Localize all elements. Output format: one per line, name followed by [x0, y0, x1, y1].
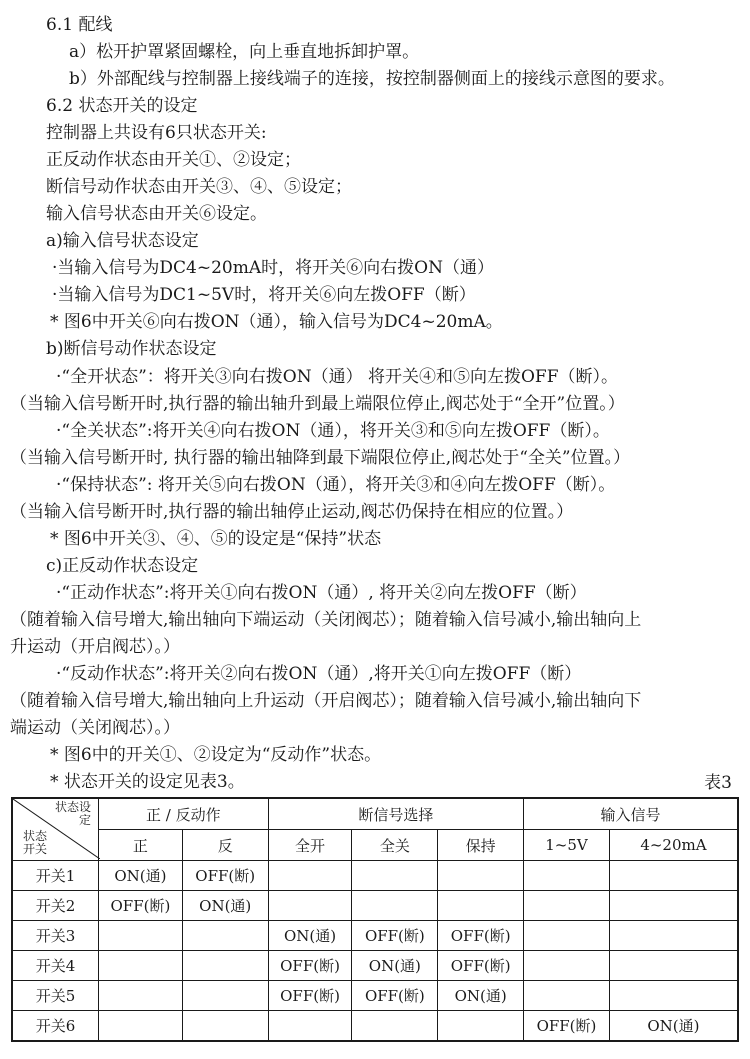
note-line: * 图6中的开关①、②设定为“反动作”状态。	[50, 745, 382, 765]
table-cell	[98, 951, 182, 981]
table-cell	[98, 921, 182, 951]
table-cell	[524, 981, 610, 1011]
table-cell: ON(通)	[268, 921, 352, 951]
group-header: 正 / 反动作	[98, 798, 268, 830]
paragraph-line: 端运动（关闭阀芯）。）	[10, 718, 180, 738]
table-caption: 表3	[704, 773, 732, 793]
table-cell: OFF(断)	[352, 921, 438, 951]
subheader-cell: 保持	[438, 830, 524, 861]
table-cell: ON(通)	[438, 981, 524, 1011]
table-cell	[352, 891, 438, 921]
switch-settings-table	[11, 797, 739, 1042]
subheader-cell: 反	[182, 830, 268, 861]
paragraph-line: a）松开护罩紧固螺栓，向上垂直地拆卸护罩。	[69, 42, 420, 62]
table-cell	[609, 921, 738, 951]
table-corner-cell	[12, 798, 98, 861]
paragraph-line: （随着输入信号增大,输出轴向下端运动（关闭阀芯）；随着输入信号减小,输出轴向上	[10, 610, 642, 630]
table-cell	[438, 861, 524, 891]
table-row	[12, 981, 738, 1011]
table-row	[12, 861, 738, 891]
table-cell: OFF(断)	[268, 981, 352, 1011]
row-label: 开关1	[12, 861, 98, 891]
paragraph-line: b）外部配线与控制器上接线端子的连接，按控制器侧面上的接线示意图的要求。	[69, 69, 675, 89]
table-cell	[524, 861, 610, 891]
table-cell	[182, 981, 268, 1011]
table-subheader-row	[12, 830, 738, 861]
section-heading-6-1: 6.1 配线	[46, 15, 113, 35]
table-cell: OFF(断)	[182, 861, 268, 891]
table-cell	[352, 861, 438, 891]
bullet-line: ·“全关状态”:将开关④向右拨ON（通），将开关③和⑤向左拨OFF（断）。	[56, 421, 610, 441]
row-label: 开关4	[12, 951, 98, 981]
table-row	[12, 1011, 738, 1042]
table-cell	[182, 951, 268, 981]
subheader-cell: 1~5V	[524, 830, 610, 861]
table-cell: ON(通)	[98, 861, 182, 891]
table-cell: OFF(断)	[98, 891, 182, 921]
paragraph-line: 正反动作状态由开关①、②设定；	[46, 150, 301, 170]
paragraph-line: 升运动（开启阀芯）。）	[10, 637, 180, 657]
paragraph-line: （当输入信号断开时,执行器的输出轴停止运动,阀芯仍保持在相应的位置。）	[10, 502, 574, 522]
bullet-line: ·“保持状态”: 将开关⑤向右拨ON（通），将开关③和④向左拨OFF（断）。	[56, 475, 616, 495]
note-line: * 图6中开关③、④、⑤的设定是“保持”状态	[50, 529, 382, 549]
table-cell: OFF(断)	[352, 981, 438, 1011]
note-line: * 图6中开关⑥向右拨ON（通），输入信号为DC4~20mA。	[50, 312, 503, 332]
row-label: 开关6	[12, 1011, 98, 1042]
paragraph-line: 控制器上共设有6只状态开关:	[46, 123, 267, 143]
bullet-line: ·“正动作状态”:将开关①向右拨ON（通）, 将开关②向左拨OFF（断）	[56, 583, 587, 603]
subsection-heading-a: a)输入信号状态设定	[46, 231, 199, 251]
group-header: 断信号选择	[268, 798, 523, 830]
table-cell	[182, 921, 268, 951]
bullet-line: ·当输入信号为DC4~20mA时，将开关⑥向右拨ON（通）	[52, 258, 494, 278]
table-row	[12, 891, 738, 921]
bullet-line: ·“反动作状态”:将开关②向右拨ON（通）,将开关①向左拨OFF（断）	[56, 664, 582, 684]
table-row	[12, 951, 738, 981]
table-cell: OFF(断)	[524, 1011, 610, 1042]
table-cell	[609, 951, 738, 981]
table-cell	[352, 1011, 438, 1042]
table-cell: OFF(断)	[438, 921, 524, 951]
table-cell	[438, 1011, 524, 1042]
table-cell	[268, 1011, 352, 1042]
bullet-line: ·当输入信号为DC1~5V时，将开关⑥向左拨OFF（断）	[52, 285, 476, 305]
paragraph-line: （当输入信号断开时,执行器的输出轴升到最上端限位停止,阀芯处于“全开”位置。）	[10, 394, 625, 414]
section-heading-6-2: 6.2 状态开关的设定	[46, 96, 198, 116]
paragraph-line: 断信号动作状态由开关③、④、⑤设定；	[46, 177, 352, 197]
table-cell	[98, 981, 182, 1011]
row-label: 开关5	[12, 981, 98, 1011]
table-header-row	[12, 798, 738, 830]
table-cell	[438, 891, 524, 921]
table-cell	[524, 951, 610, 981]
subheader-cell: 正	[98, 830, 182, 861]
table-cell	[524, 921, 610, 951]
bullet-line: ·“全开状态”：将开关③向右拨ON（通） 将开关④和⑤向左拨OFF（断）。	[56, 367, 619, 387]
table-cell	[268, 891, 352, 921]
paragraph-line: （当输入信号断开时, 执行器的输出轴降到最下端限位停止,阀芯处于“全关”位置。）	[10, 448, 631, 468]
table-cell	[268, 861, 352, 891]
paragraph-line: 输入信号状态由开关⑥设定。	[46, 204, 267, 224]
table-cell: OFF(断)	[438, 951, 524, 981]
table-cell	[182, 1011, 268, 1042]
table-row	[12, 921, 738, 951]
table-cell: ON(通)	[182, 891, 268, 921]
group-header: 输入信号	[524, 798, 738, 830]
subheader-cell: 全关	[352, 830, 438, 861]
row-label: 开关2	[12, 891, 98, 921]
table-cell	[609, 891, 738, 921]
subsection-heading-c: c)正反动作状态设定	[46, 556, 199, 576]
row-label: 开关3	[12, 921, 98, 951]
table-cell	[98, 1011, 182, 1042]
table-cell: ON(通)	[352, 951, 438, 981]
table-cell	[609, 861, 738, 891]
corner-label-top: 状态设定	[55, 800, 92, 827]
table-cell	[524, 891, 610, 921]
paragraph-line: （随着输入信号增大,输出轴向上升运动（开启阀芯）；随着输入信号减小,输出轴向下	[10, 691, 642, 711]
corner-label-bottom: 状态开关	[23, 829, 48, 856]
table-cell: OFF(断)	[268, 951, 352, 981]
subheader-cell: 全开	[268, 830, 352, 861]
note-line: * 状态开关的设定见表3。	[50, 772, 245, 792]
subheader-cell: 4~20mA	[609, 830, 738, 861]
table-cell	[609, 981, 738, 1011]
table-cell: ON(通)	[609, 1011, 738, 1042]
subsection-heading-b: b)断信号动作状态设定	[46, 339, 217, 359]
